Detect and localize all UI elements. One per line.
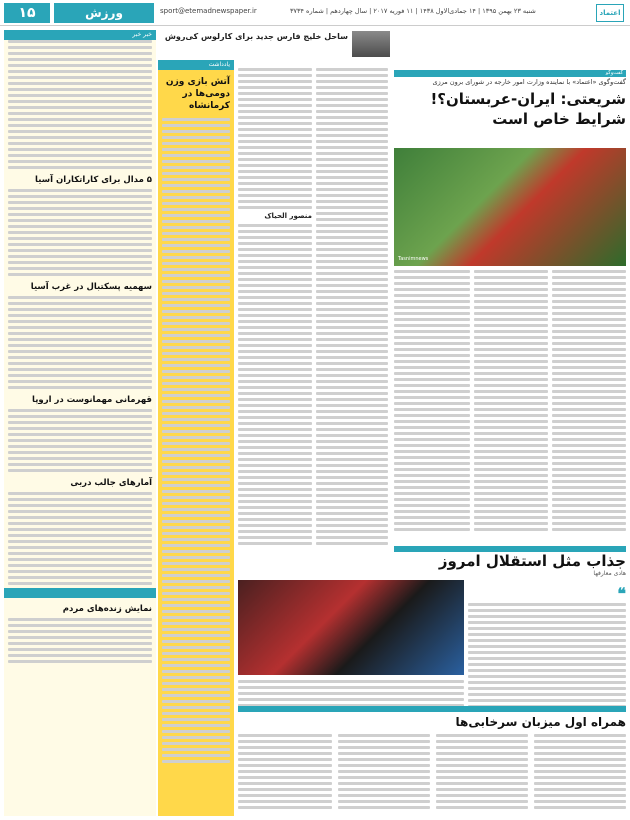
brief-text (8, 189, 152, 276)
bottom-body-text (338, 734, 430, 812)
brief-title: سهمیه پسکتبال در غرب آسیا (30, 282, 152, 292)
story-subhead: گفت‌وگوی «اعتماد» با نماینده وزارت امور خارجه در شورای برون مرزی (432, 78, 626, 86)
newspaper-logo: اعتماد (596, 4, 624, 22)
brief-text (8, 492, 152, 585)
kicker-bar (394, 70, 626, 77)
page-number: ۱۵ (4, 3, 50, 23)
brief-text (8, 296, 152, 389)
photo-caption: Tasnimnews (398, 256, 429, 262)
story-body-text (552, 270, 626, 534)
kicker-label: گفت‌وگو (605, 70, 623, 76)
bottom-story-body (238, 734, 626, 814)
lower-body-text (468, 603, 626, 708)
brief-text (8, 409, 152, 472)
brief-title: ۵ مدال برای کاراتکاران آسیا (35, 175, 152, 185)
opinion-box (158, 30, 392, 58)
page-header (0, 0, 630, 26)
bottom-body-text (436, 734, 528, 812)
header-email[interactable]: sport@etemadnewspaper.ir (160, 7, 257, 15)
story-headline: شریعتی: ایران-عربستان؟! شرایط خاص است (430, 90, 626, 128)
brief-text (8, 618, 152, 663)
bottom-story (238, 715, 626, 729)
quote-icon: ❝ (617, 584, 626, 603)
brief-text (8, 40, 152, 169)
top-story-body (394, 270, 626, 548)
section-title: ورزش (54, 3, 154, 23)
yellow-text (162, 118, 230, 763)
interview-text (316, 68, 388, 548)
author-name: هادی معارفها (593, 570, 626, 577)
lower-headline: جذاب مثل استقلال امروز (438, 552, 626, 570)
columnist-photo (352, 31, 390, 57)
bottom-body-text (238, 734, 332, 812)
yellow-column (158, 60, 234, 816)
bottom-body-text (534, 734, 626, 812)
header-date-line: شنبه ۲۳ بهمن ۱۳۹۵ | ۱۴ جمادی‌الاول ۱۴۳۸ | ۱۱ فوریه ۲۰۱۷ | سال چهاردهم | شماره ۳۷۳۴ (290, 7, 536, 15)
brief-title: نمایش زنده‌های مردم (62, 604, 152, 614)
lower-story-lead (238, 552, 626, 576)
derby-photo (238, 580, 464, 675)
story-body-text (394, 270, 470, 534)
brief-title: آمارهای جالب دربی (70, 478, 152, 488)
section-bar (238, 706, 626, 712)
interview-name: منصور الحیاک (264, 212, 312, 220)
opinion-title: ساحل خلیج فارس جدید برای کارلوس کی‌روش (164, 32, 348, 41)
column-strip-lower (4, 588, 156, 598)
yellow-title: آتش بازی وزن دومی‌ها در کرمانشاه (165, 77, 230, 111)
interview-text (238, 68, 312, 212)
top-story (394, 78, 626, 129)
brief-title: قهرمانی مهمانوست در اروپا (32, 395, 152, 405)
lower-story-body (468, 584, 626, 711)
bottom-headline: همراه اول میزبان سرخابی‌ها (455, 715, 626, 729)
match-photo (394, 148, 626, 266)
news-briefs-column (4, 30, 156, 816)
story-body-text (474, 270, 548, 534)
yellow-strip: یادداشت (158, 60, 234, 70)
interview-text (238, 224, 312, 548)
column-strip: خبر خبر (4, 30, 156, 40)
